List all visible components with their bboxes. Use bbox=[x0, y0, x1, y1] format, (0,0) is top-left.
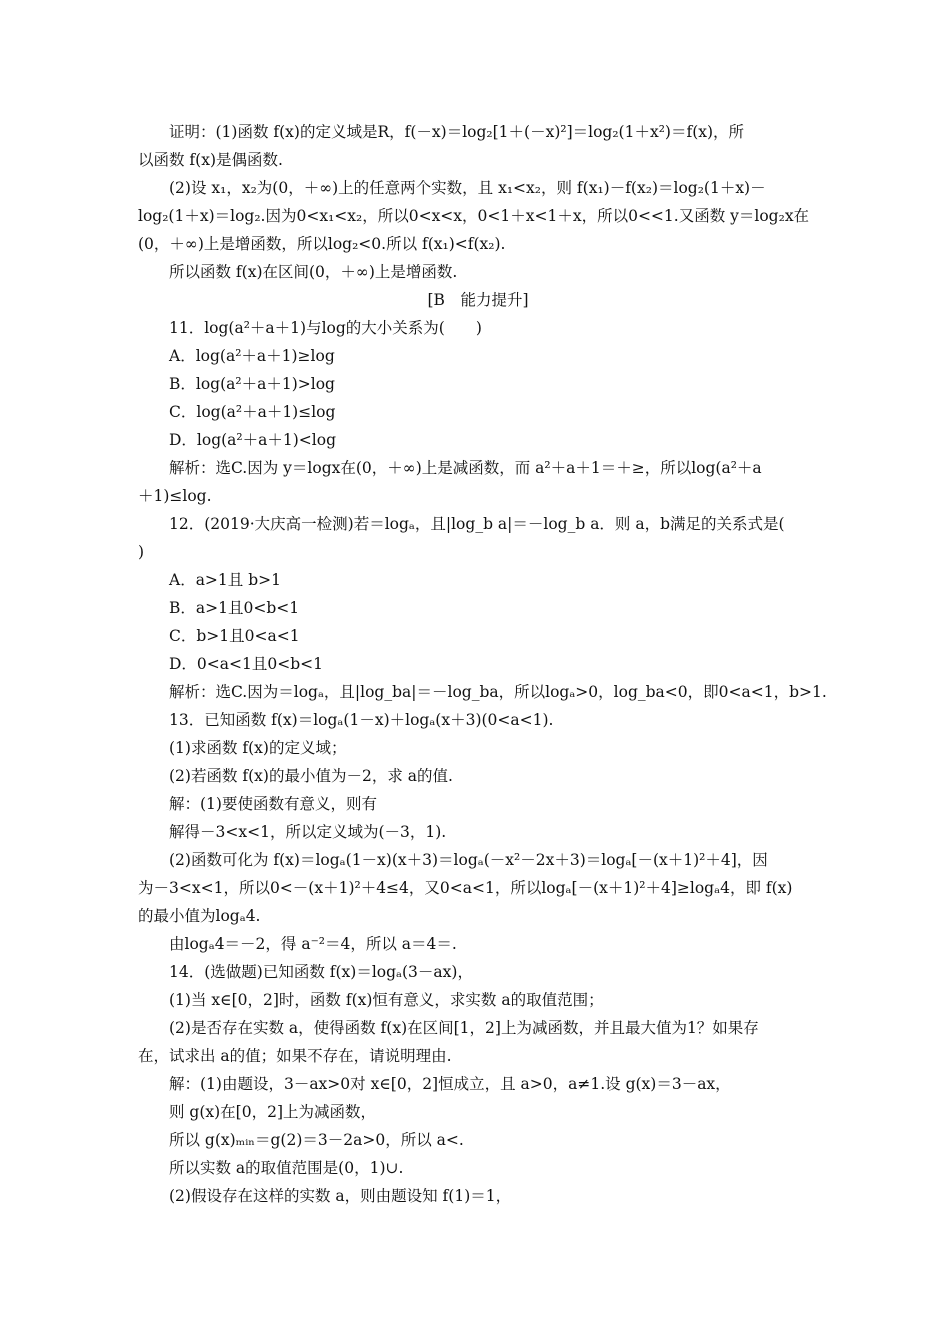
text-line: 证明：(1)函数 f(x)的定义域是R，f(－x)＝log₂[1＋(－x)²]＝log₂(1＋x²)＝f(x)，所 bbox=[169, 123, 745, 141]
text-line: 由logₐ4＝－2，得 a⁻²＝4，所以 a＝4＝. bbox=[169, 935, 457, 953]
text-line: B．log(a²＋a＋1)>log bbox=[169, 375, 335, 393]
text-line: 所以函数 f(x)在区间(0，＋∞)上是增函数. bbox=[169, 263, 458, 281]
text-line: 14．(选做题)已知函数 f(x)＝logₐ(3－ax)， bbox=[169, 963, 473, 981]
text-line: (2)函数可化为 f(x)＝logₐ(1－x)(x＋3)＝logₐ(－x²－2x＋3)＝logₐ[－(x＋1)²＋4]，因 bbox=[169, 851, 768, 869]
text-line: (2)设 x₁，x₂为(0，＋∞)上的任意两个实数，且 x₁<x₂，则 f(x₁)－f(x₂)＝log₂(1＋x)－ bbox=[169, 179, 766, 197]
text-line: 的最小值为logₐ4. bbox=[138, 907, 261, 925]
text-line: A．log(a²＋a＋1)≥log bbox=[169, 347, 335, 365]
text-line: (2)若函数 f(x)的最小值为－2，求 a的值. bbox=[169, 767, 453, 785]
text-line: (2)是否存在实数 a，使得函数 f(x)在区间[1，2]上为减函数，并且最大值为1？如果存 bbox=[169, 1019, 759, 1037]
document-body bbox=[138, 118, 827, 1210]
text-line: (1)当 x∈[0，2]时，函数 f(x)恒有意义，求实数 a的取值范围； bbox=[169, 991, 604, 1009]
text-line: C．b>1且0<a<1 bbox=[169, 627, 300, 645]
section-heading: [B 能力提升] bbox=[427, 291, 529, 309]
text-line: (0，＋∞)上是增函数，所以log₂<0.所以 f(x₁)<f(x₂). bbox=[138, 235, 506, 253]
text-line: 解：(1)由题设，3－ax>0对 x∈[0，2]恒成立，且 a>0，a≠1.设 g(x)＝3－ax， bbox=[169, 1075, 731, 1093]
text-line: 解析：选C.因为＝logₐ，且|log_ba|＝－log_ba，所以logₐ>0，log_ba<0，即0<a<1，b>1. bbox=[169, 683, 827, 701]
text-line: C．log(a²＋a＋1)≤log bbox=[169, 403, 336, 421]
text-line: ) bbox=[138, 543, 145, 561]
text-line: (2)假设存在这样的实数 a，则由题设知 f(1)＝1， bbox=[169, 1187, 512, 1205]
text-line: B．a>1且0<b<1 bbox=[169, 599, 300, 617]
text-line: 解析：选C.因为 y＝logx在(0，＋∞)上是减函数，而 a²＋a＋1＝＋≥，所以log(a²＋a bbox=[169, 459, 762, 477]
text-line: 解得－3<x<1，所以定义域为(－3，1). bbox=[169, 823, 447, 841]
text-line: 在，试求出 a的值；如果不存在，请说明理由. bbox=[138, 1047, 452, 1065]
text-line: D．log(a²＋a＋1)<log bbox=[169, 431, 336, 449]
text-line: A．a>1且 b>1 bbox=[169, 571, 281, 589]
text-line: 为－3<x<1，所以0<－(x＋1)²＋4≤4，又0<a<1，所以logₐ[－(x＋1)²＋4]≥logₐ4，即 f(x) bbox=[138, 879, 793, 897]
text-line: ＋1)≤log. bbox=[138, 487, 212, 505]
text-line: D．0<a<1且0<b<1 bbox=[169, 655, 323, 673]
text-line: 以函数 f(x)是偶函数. bbox=[138, 151, 283, 169]
text-line: 解：(1)要使函数有意义，则有 bbox=[169, 795, 377, 813]
text-line: (1)求函数 f(x)的定义域； bbox=[169, 739, 347, 757]
text-line: 13．已知函数 f(x)＝logₐ(1－x)＋logₐ(x＋3)(0<a<1). bbox=[169, 711, 554, 729]
text-line: log₂(1＋x)＝log₂.因为0<x₁<x₂，所以0<x<x，0<1＋x<1＋x，所以0<<1.又函数 y＝log₂x在 bbox=[138, 207, 810, 225]
text-line: 所以 g(x)ₘᵢₙ＝g(2)＝3－2a>0，所以 a<. bbox=[169, 1131, 464, 1149]
text-line: 所以实数 a的取值范围是(0，1)∪. bbox=[169, 1159, 404, 1177]
text-line: 12．(2019·大庆高一检测)若＝logₐ，且|log_b a|＝－log_b a．则 a，b满足的关系式是( bbox=[169, 515, 785, 533]
text-line: 则 g(x)在[0，2]上为减函数， bbox=[169, 1103, 377, 1121]
text-line: 11．log(a²＋a＋1)与log的大小关系为( ) bbox=[169, 319, 482, 337]
